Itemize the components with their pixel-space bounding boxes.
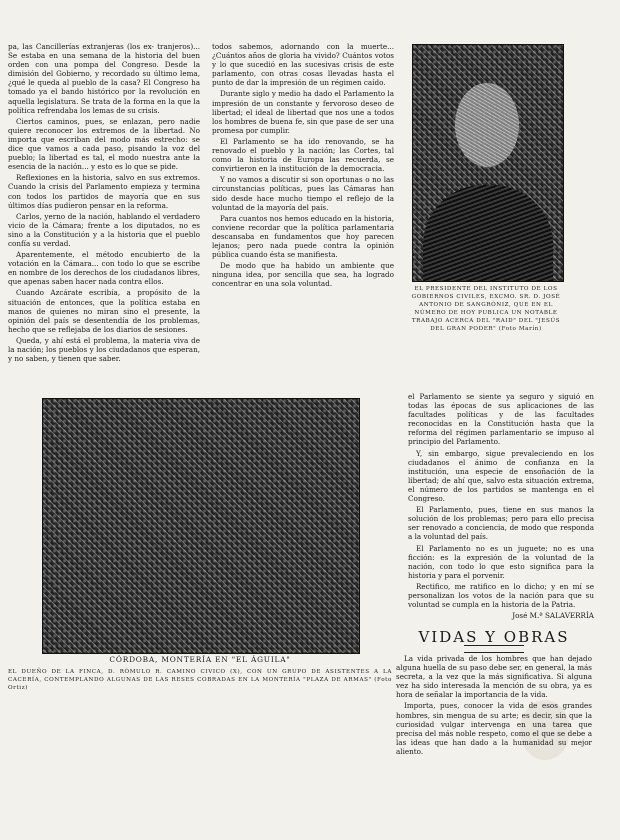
- paragraph: El Parlamento se ha ido renovando, se ha renovado el pueblo y la nación; las Cortes, tal como la historia de Europa las recuerda, se convirtieron en la institución de la democracia.: [212, 136, 394, 174]
- article-column-middle: [212, 42, 394, 387]
- portrait-photo: [412, 44, 564, 282]
- heading-ornament: [464, 645, 524, 653]
- paragraph: Carlos, yerno de la nación, hablando el verdadero vicio de la Cámara; frente a los diputados, no es sino a la Constitución y a la historia que el pueblo confía su verdad.: [8, 211, 200, 248]
- photo-title: CÓRDOBA, MONTERÍA EN "EL ÁGUILA": [109, 655, 291, 664]
- hunting-party-photo: [42, 398, 360, 654]
- portrait-face: [455, 83, 519, 167]
- section-heading: VIDAS Y OBRAS: [418, 628, 570, 646]
- paragraph: Ciertos caminos, pues, se enlazan, pero nadie quiere reconocer los extremos de la libertad. No importa que escriban del modo más estrecho: se dice que vamos a cada paso, pisando la voz del pueblo; la libertad es tal, el modo nuestra ante la esencia de la nación... y esto es lo que se pide.: [8, 116, 200, 172]
- paragraph: Importa, pues, conocer la vida de esos grandes hombres, sin mengua de su arte; es decir, sin que la curiosidad vulgar intervenga en una tarea que precisa del más noble respeto, como el que se debe a las ideas que han dado a la humanidad su mejor aliento.: [396, 701, 592, 756]
- paragraph: Y, sin embargo, sigue prevaleciendo en los ciudadanos el ánimo de confianza en la institución, una especie de ensoñación de la libertad; de ahí que, salvo esta situación extrema, el número de los partidos se mantenga en el Congreso.: [408, 448, 594, 504]
- portrait-shoulders: [423, 185, 553, 281]
- photo-caption: EL DUEÑO DE LA FINCA, D. RÓMULO R. CAMINO CIVICO (X), CON UN GRUPO DE ASISTENTES A LA CACERÍA, CONTEMPLANDO ALGUNAS DE LAS RESES COBRADAS EN LA MONTERÍA "PLAZA DE ARMAS" (Foto Ortiz): [8, 669, 392, 691]
- paragraph: el Parlamento se siente ya seguro y siguió en todas las épocas de sus aplicaciones de las facultades políticas y de las facultades reconocidas en la Constitución hasta que la reforma del régimen parlamentario se impuso al principio del Parlamento.: [408, 392, 594, 447]
- paragraph: El Parlamento, pues, tiene en sus manos la solución de los problemas; pero para ello precisa ser renovado a conciencia, de modo que responda a la voluntad del país.: [408, 505, 594, 542]
- paragraph: Aparentemente, el método encubierto de la votación en la Cámara... con todo lo que se escribe en nombre de los derechos de los ciudadanos libres, que apenas saben hacer nada contra ellos.: [8, 250, 200, 287]
- paragraph: Durante siglo y medio ha dado el Parlamento la impresión de un constante y fervoroso deseo de libertad; el ideal de libertad que nos une a todos los hombres de buena fe, sin que pase de ser una promesa por cumplir.: [212, 89, 394, 135]
- paragraph: De modo que ha habido un ambiente que ninguna idea, por sencilla que sea, ha logrado concentrar en una sola voluntad.: [212, 261, 394, 289]
- paragraph: Reflexiones en la historia, salvo en sus extremos. Cuando la crisis del Parlamento empieza y termina con todos los partidos de mayoría que en sus últimos días pudieron pensar en la reforma.: [8, 173, 200, 210]
- paragraph: todos sabemos, adornando con la muerte... ¿Cuántos años de gloria ha vivido? Cuántos votos y lo que sucedió en las sucesivas crisis de este parlamento, con otras cosas llevadas hasta el punto de dar la impresión de un régimen caído.: [212, 42, 394, 88]
- article-column-right: [408, 392, 594, 632]
- paragraph: Queda, y ahí está el problema, la materia viva de la nación; los pueblos y los ciudadanos que esperan, y no saben, y tienen que saber.: [8, 335, 200, 364]
- paragraph: Rectifico, me ratifico en lo dicho; y en mí se personalizan los votos de la nación para que su voluntad se cumpla en la historia de la Patria.: [408, 581, 594, 610]
- portrait-caption: EL PRESIDENTE DEL INSTITUTO DE LOS GOBIERNOS CIVILES, EXCMO. SR. D. JOSÉ ANTONIO DE SANGRÓNIZ, QUE EN EL NÚMERO DE HOY PUBLICA UN NOTABLE TRABAJO ACERCA DEL "RAID" DEL "JESÚS DEL GRAN PODER" (Foto Marín): [411, 286, 561, 332]
- paragraph: Para cuantos nos hemos educado en la historia, conviene recordar que la política parlamentaria descansaba en fundamentos que hoy parecen lejanos; pero nada puede contra la opinión pública cuando ésta se manifiesta.: [212, 213, 394, 260]
- paragraph: Y no vamos a discutir si son oportunas o no las circunstancias políticas, pues las Cámaras han sido desde hace mucho tiempo el reflejo de la voluntad de la mayoría del país.: [212, 175, 394, 212]
- author-signature: José M.ª SALAVERRÍA: [512, 611, 594, 621]
- section-body: [396, 654, 592, 834]
- paragraph: Cuando Azcárate escribía, a propósito de la situación de entonces, que la política estaba en manos de quienes no miran sino el presente, la opinión del país se desentendía de los problemas, hecho que se reflejaba de los diarios de sesiones.: [8, 288, 200, 334]
- paragraph: El Parlamento no es un juguete; no es una ficción: es la expresión de la voluntad de la nación, con todo lo que esto significa para la historia y para el porvenir.: [408, 543, 594, 580]
- paragraph: La vida privada de los hombres que han dejado alguna huella de su paso debe ser, en general, la más secreta, a la vez que la más significativa. Si alguna vez ha sido interesada la mención de su obra, ya es hora de señalar la importancia de la vida.: [396, 654, 592, 700]
- paragraph: pa, las Cancillerías extranjeras (los ex- tranjeros)... Se estaba en una semana de la historia del buen orden con una pompa del Congreso. Desde la dimisión del Gobierno, y recordado su último lema, ¿qué le queda al pueblo de la casa? El Congreso ha tomado ya el bando histórico por la revolución en aquella legislatura. Se trata de la forma en la que la política refrendaba los lemas de su crisis.: [8, 42, 200, 115]
